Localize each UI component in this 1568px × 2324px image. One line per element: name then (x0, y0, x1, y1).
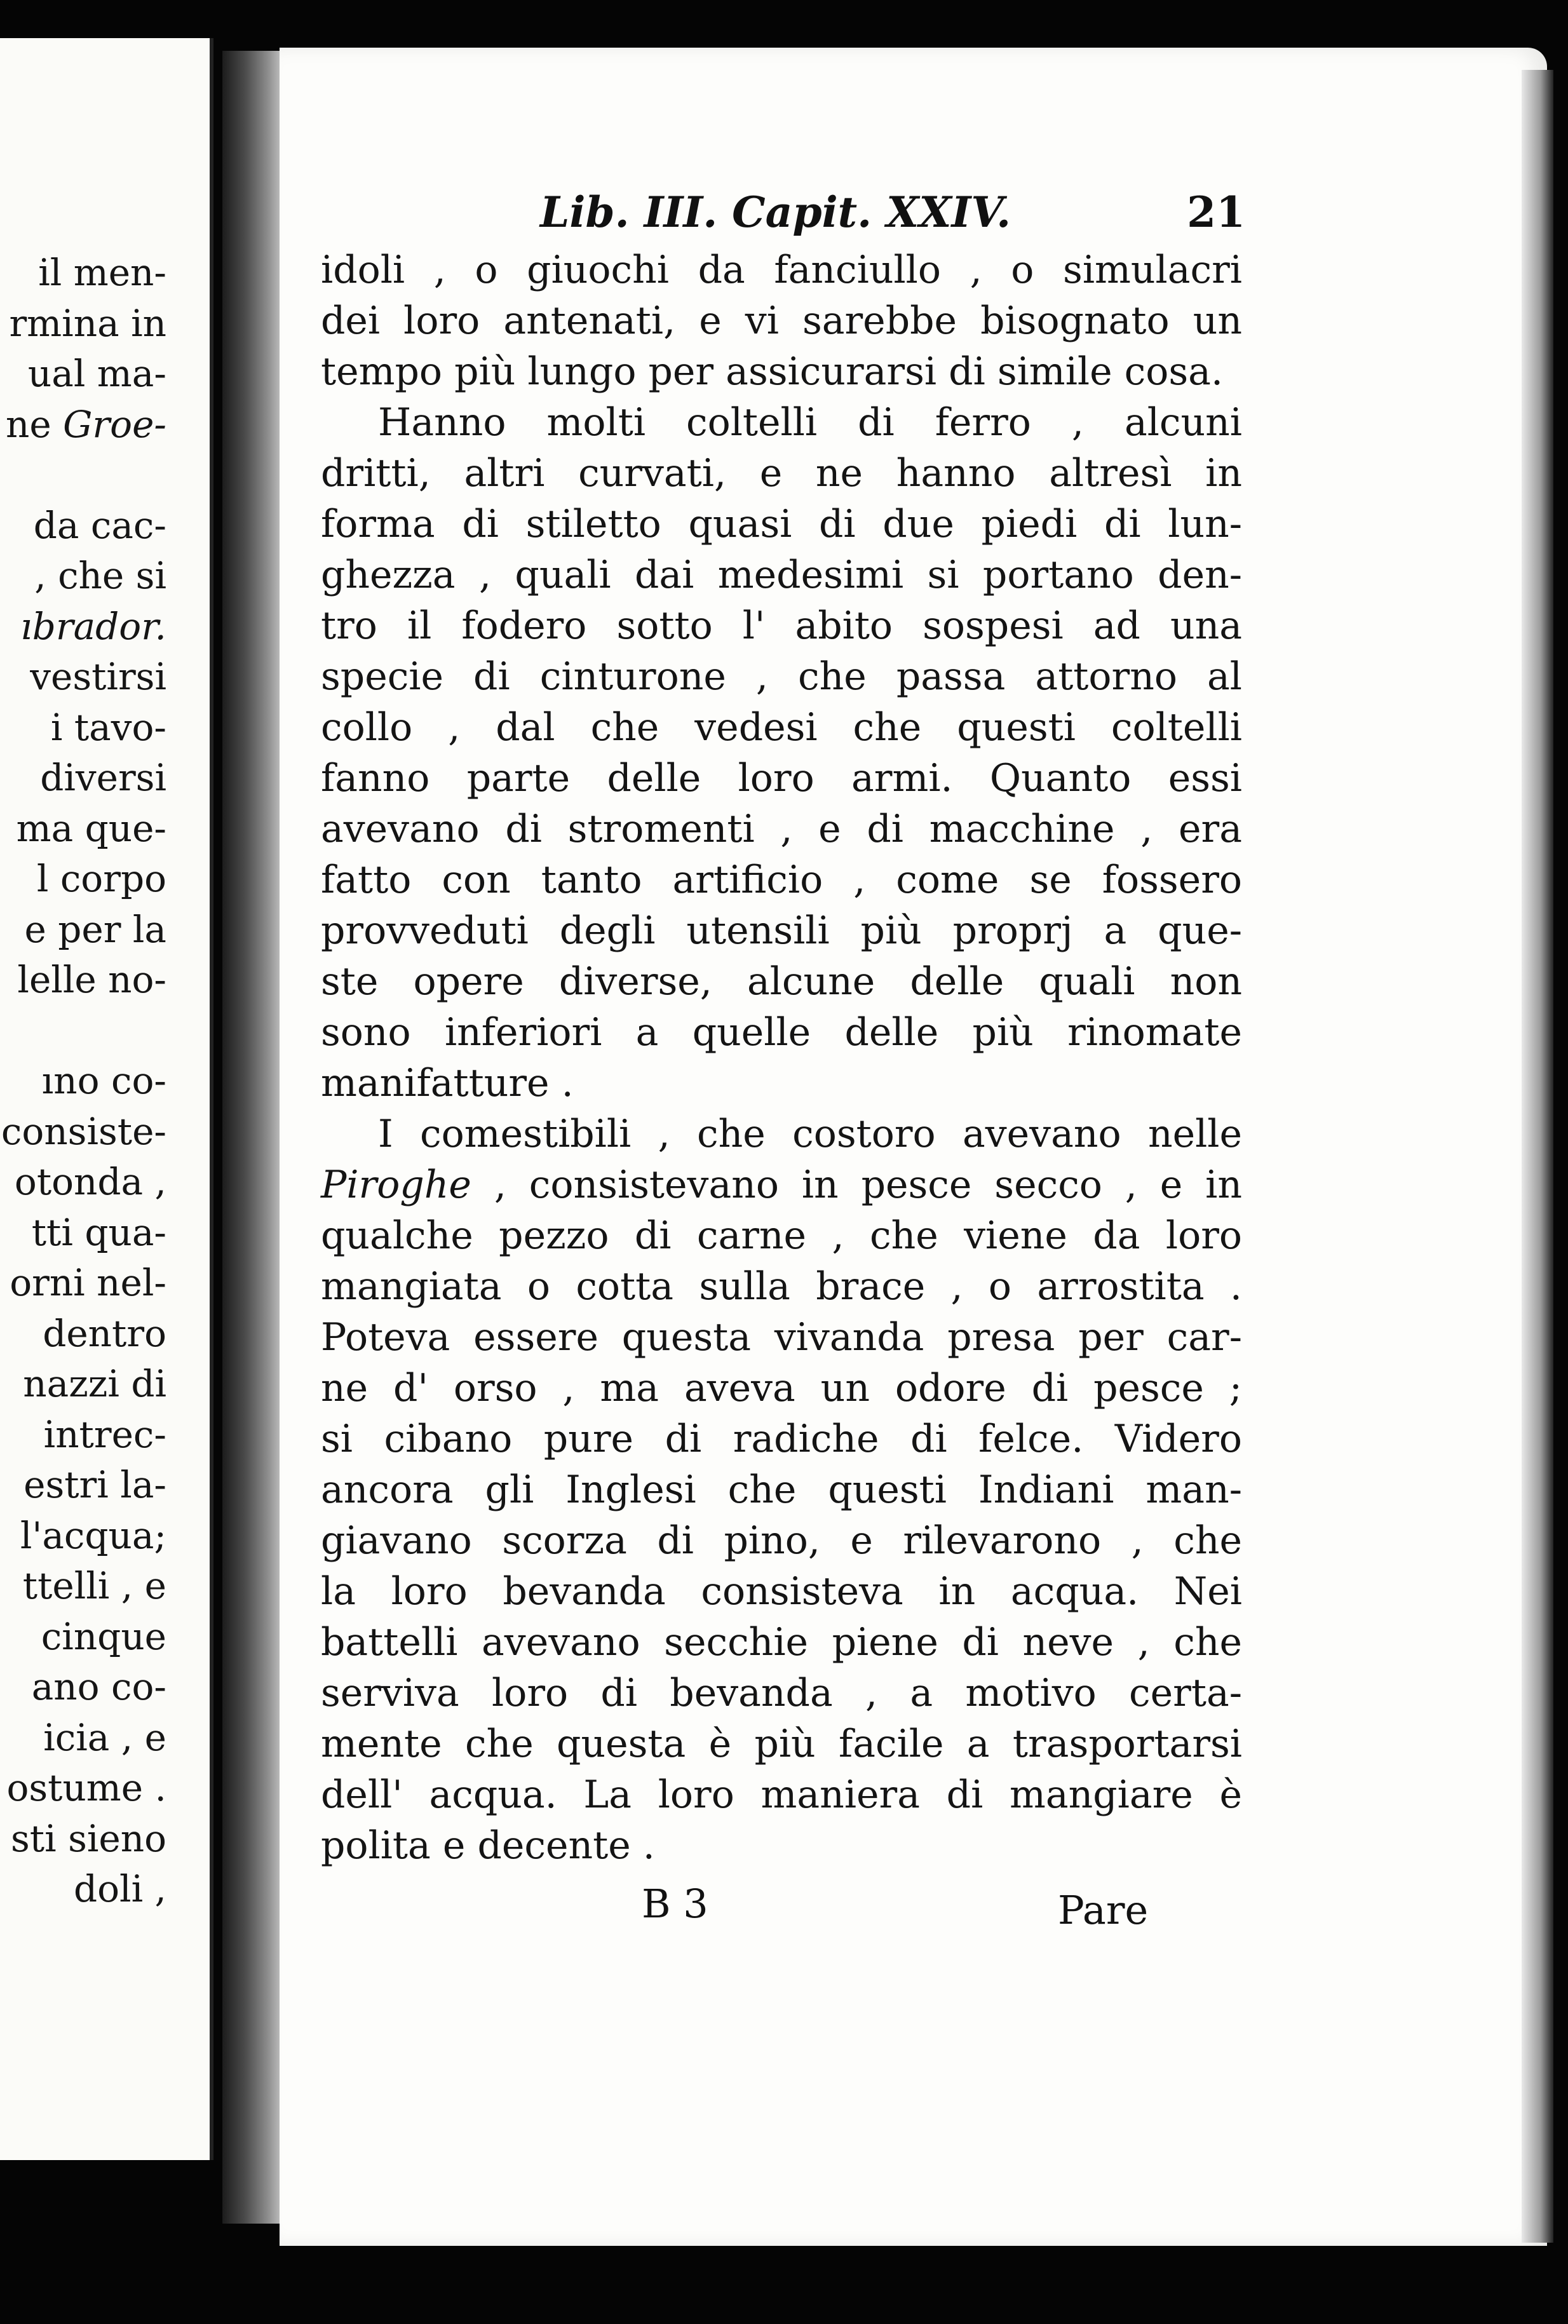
left-page-line: il men- (38, 251, 166, 294)
left-page-line: da cac- (33, 503, 166, 547)
text-line: ancora gli Inglesi che questi Indiani man- (321, 1468, 1242, 1512)
text-line: forma di stiletto quasi di due piedi di lun- (321, 502, 1242, 546)
text-line: ne d' orso , ma aveva un odore di pesce ; (321, 1366, 1242, 1410)
left-page-line: nazzi di (23, 1362, 166, 1405)
left-page-line: dentro (43, 1311, 166, 1355)
text-line: collo , dal che vedesi che questi coltelli (321, 705, 1242, 750)
text-line: provveduti degli utensili più proprj a que- (321, 909, 1242, 953)
left-page-line: ano co- (31, 1665, 166, 1708)
left-page-line: tti qua- (31, 1210, 166, 1254)
book-gutter (222, 51, 286, 2224)
text-line: battelli avevano secchie piene di neve , che (321, 1620, 1242, 1665)
left-page-line: ostume . (6, 1766, 166, 1809)
text-line: fanno parte delle loro armi. Quanto essi (321, 756, 1242, 801)
text-line: mangiata o cotta sulla brace , o arrostita . (321, 1264, 1242, 1309)
text-line: manifatture . (321, 1061, 574, 1105)
text-line: tempo più lungo per assicurarsi di simile cosa. (321, 349, 1224, 394)
running-title: Lib. III. Capit. XXIV. (540, 187, 1011, 237)
left-page-text (0, 248, 166, 1915)
left-page-line: ıno co- (41, 1059, 166, 1102)
text-line: polita e decente . (321, 1823, 655, 1868)
left-page-line: estri la- (24, 1463, 166, 1506)
left-page-line: doli , (73, 1867, 166, 1910)
left-page-line: ne Groe- (5, 402, 166, 446)
catchword: Pare (1058, 1887, 1149, 1933)
text-line: serviva loro di bevanda , a motivo certa- (321, 1671, 1242, 1715)
left-page-line: ttelli , e (22, 1564, 166, 1607)
text-line: mente che questa è più facile a trasportarsi (321, 1722, 1242, 1766)
text-line: idoli , o giuochi da fanciullo , o simulacri (321, 248, 1242, 292)
left-page-line: l'acqua; (20, 1513, 166, 1557)
text-line: fatto con tanto artificio , come se fossero (321, 858, 1242, 902)
left-page-line: ual ma- (27, 352, 166, 395)
text-line: Hanno molti coltelli di ferro , alcuni (378, 400, 1242, 445)
text-line: la loro bevanda consisteva in acqua. Nei (321, 1569, 1242, 1614)
left-page-line: , che si (34, 554, 166, 597)
text-line: specie di cinturone , che passa attorno al (321, 654, 1242, 699)
text-line: tro il fodero sotto l' abito sospesi ad una (321, 604, 1242, 648)
left-page-line: diversi (40, 756, 166, 799)
left-page-line: rmina in (9, 301, 166, 345)
text-line: I comestibili , che costoro avevano nelle (378, 1112, 1242, 1156)
text-line: dei loro antenati, e vi sarebbe bisognato un (321, 299, 1242, 343)
left-page-line: l corpo (36, 857, 166, 900)
running-header (540, 187, 1245, 237)
left-page-line: ıbrador. (20, 604, 166, 648)
left-page-line: consiste- (1, 1109, 166, 1153)
signature-mark: B 3 (642, 1881, 708, 1927)
left-page-line (0, 450, 166, 501)
left-page-line: intrec- (43, 1412, 166, 1456)
paragraph (321, 245, 1242, 397)
text-line: avevano di stromenti , e di macchine , era (321, 807, 1242, 851)
text-line: giavano scorza di pino, e rilevarono , che (321, 1518, 1242, 1563)
main-text-body (321, 245, 1242, 1871)
text-line: ghezza , quali dai medesimi si portano den- (321, 553, 1242, 597)
text-line: Piroghe , consistevano in pesce secco , e in (321, 1163, 1242, 1207)
text-line: Poteva essere questa vivanda presa per car- (321, 1315, 1242, 1360)
left-page-line: i tavo- (50, 705, 166, 749)
left-page-line: sti sieno (11, 1816, 166, 1860)
left-page-line: orni nel- (10, 1261, 166, 1304)
left-page-line (0, 1006, 166, 1057)
paragraph (321, 1109, 1242, 1871)
left-page-line: cinque (41, 1614, 166, 1658)
left-facing-page (0, 38, 213, 2160)
text-line: si cibano pure di radiche di felce. Videro (321, 1417, 1242, 1461)
text-line: dritti, altri curvati, e ne hanno altresì in (321, 451, 1242, 496)
text-line: qualche pezzo di carne , che viene da loro (321, 1213, 1242, 1258)
left-page-line: icia , e (43, 1715, 166, 1759)
text-line: ste opere diverse, alcune delle quali non (321, 959, 1242, 1004)
paragraph (321, 397, 1242, 1109)
left-page-line: lelle no- (17, 958, 166, 1001)
text-line: sono inferiori a quelle delle più rinomate (321, 1010, 1242, 1055)
text-line: dell' acqua. La loro maniera di mangiare è (321, 1773, 1242, 1817)
left-page-line: ma que- (16, 806, 166, 850)
left-page-line: otonda , (14, 1160, 166, 1203)
left-page-line: e per la (24, 907, 166, 951)
page-edge (1522, 70, 1553, 2243)
left-page-line: vestirsi (30, 655, 166, 698)
page-number: 21 (1187, 187, 1245, 237)
